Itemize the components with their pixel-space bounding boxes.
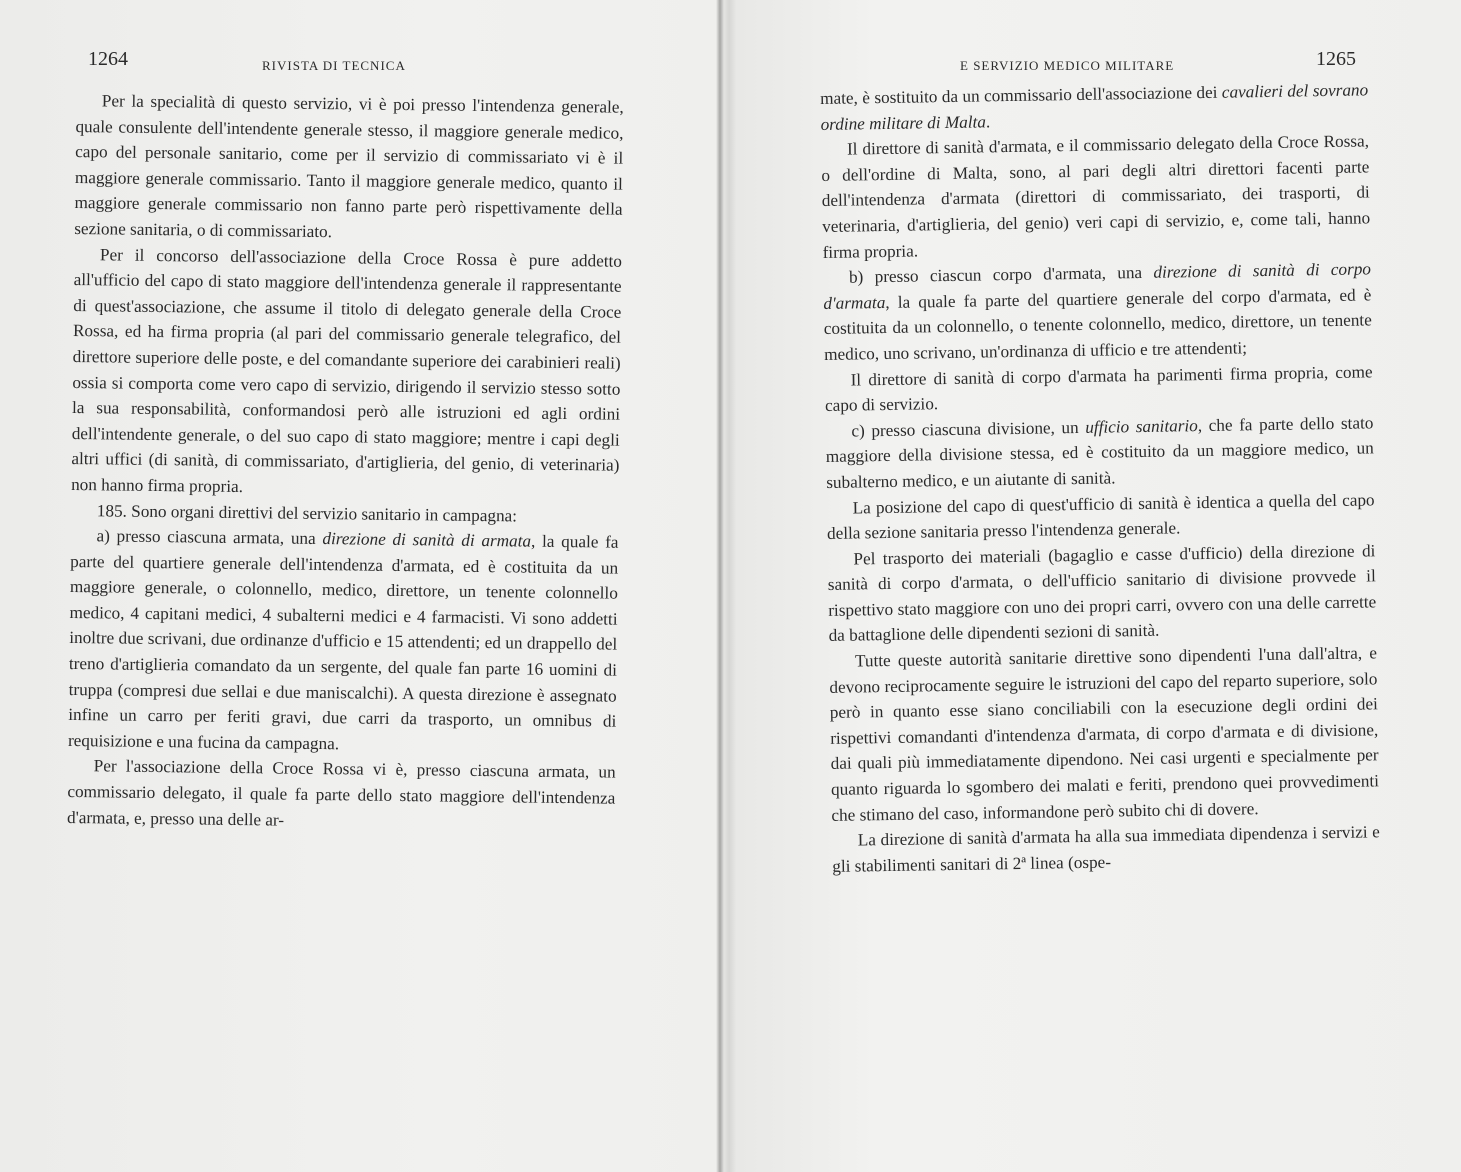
page-body bbox=[67, 88, 624, 837]
page-body bbox=[820, 77, 1380, 879]
text-run: Pel trasporto dei materiali (bagaglio e casse d'ufficio) della direzione di sanità di corpo d'armata, o dell'ufficio sanitario di divisione provvede il rispettivo stato maggiore con uno dei propri carri, ovvero con una delle carrette da battaglione delle dipendenti sezioni di sanità. bbox=[827, 541, 1377, 646]
page-number: 1265 bbox=[1316, 48, 1356, 70]
right-page bbox=[724, 0, 1461, 1172]
text-run: Per il concorso dell'associazione della Croce Rossa è pure addetto all'ufficio del capo di stato maggiore dell'intendenza generale il rappresentante di quest'associazione, che assume il titolo di delegato generale della Croce Rossa, ed ha firma propria (al pari del commissario generale telegrafico, del direttore superiore delle poste, e del comandante superiore dei carabinieri reali) ossia si comporta come vero capo di servizio, dirigendo il servizio stesso sotto la sua responsabilità, conformandosi però alle istruzioni ed agli ordini dell'intendente generale, o del suo capo di stato maggiore; mentre i capi degli altri uffici (di sanità, di commissariato, d'artiglieria, del genio, di veterinaria) non hanno firma propria. bbox=[71, 244, 623, 496]
italic-text: direzione di sanità di armata bbox=[322, 529, 532, 551]
paragraph bbox=[825, 410, 1374, 495]
paragraph bbox=[68, 523, 619, 760]
text-run: Tutte queste autorità sanitarie direttive sono dipendenti l'una dall'altra, e devono reciprocamente seguire le istruzioni del capo del reparto superiore, solo però in quanto esse siano conciliabili con la esecuzione degli ordini dei rispettivi comandanti d'intendenza d'armata, di corpo d'armata e di divisione, dai quali più immediatamente dipendono. Nei casi urgenti e specialmente per quanto riguarda lo sgombero dei malati e feriti, prendono quei provvedimenti che stimano del caso, informandone però subito chi di dovere. bbox=[829, 643, 1380, 825]
text-run: . bbox=[985, 111, 991, 131]
italic-text: ufficio sanitario bbox=[1085, 415, 1198, 437]
paragraph bbox=[826, 487, 1375, 547]
text-run: 185. Sono organi direttivi del servizio sanitario in campagna: bbox=[96, 500, 518, 525]
left-page bbox=[0, 0, 716, 1172]
text-run: , la quale fa parte del quartiere generale del corpo d'armata, ed è costituita da un colonnello, o tenente colonnello, medico, direttore, un tenente medico, uno scrivano, un'ordinanza di ufficio e tre attendenti; bbox=[823, 285, 1372, 364]
text-run: , che fa parte dello stato maggiore della divisione stessa, ed è costituito da un maggiore medico, un subalterno medico, e un aiutante di sanità. bbox=[825, 413, 1374, 492]
page-number: 1264 bbox=[88, 48, 128, 70]
text-run: b) presso ciascun corpo d'armata, una bbox=[848, 262, 1154, 287]
paragraph bbox=[823, 257, 1373, 368]
text-run: mate, è sostituito da un commissario dell'associazione dei bbox=[820, 82, 1222, 108]
text-run: Per l'associazione della Croce Rossa vi è, presso ciascuna armata, un commissario delegato, il quale fa parte dello stato maggiore dell'intendenza d'armata, e, presso una delle ar- bbox=[66, 756, 616, 830]
text-run: La direzione di sanità d'armata ha alla sua immediata dipendenza i servizi e gli stabilimenti sanitari di 2ª linea (ospe- bbox=[832, 822, 1380, 876]
text-run: , la quale fa parte del quartiere generale dell'intendenza d'armata, ed è costituita da un maggiore generale, o colonnello, medico, direttore, un tenente colonnello medico, 4 capitani medici, 4 subalterni medici e 4 farmacisti. Vi sono addetti inoltre due scrivani, due ordinanze d'ufficio e 15 attendenti; ed un drappello del treno d'artiglieria comandato da un sergente, del quale fan parte 16 uomini di truppa (compresi due sellai e due maniscalchi). A questa direzione è assegnato infine un carro per feriti gravi, due carri da trasporto, un omnibus di requisizione e una fucina da campagna. bbox=[67, 531, 619, 754]
paragraph bbox=[832, 820, 1381, 880]
text-run: c) presso ciascuna divisione, un bbox=[851, 417, 1086, 441]
book-gutter bbox=[716, 0, 724, 1172]
italic-text: direzione di sanità di corpo d'armata bbox=[823, 259, 1372, 313]
paragraph bbox=[67, 753, 616, 836]
text-run: La posizione del capo di quest'ufficio di sanità è identica a quella del capo della sezione sanitaria presso l'intendenza generale. bbox=[826, 489, 1375, 544]
paragraph bbox=[820, 77, 1369, 137]
text-run: Per la specialità di questo servizio, vi è poi presso l'intendenza generale, quale consulente dell'intendente generale stesso, il maggiore generale medico, capo del personale sanitario, come per il servizio di commissariato vi è il maggiore generale commissario. Tanto il maggiore generale medico, quanto il maggiore generale commissario non fanno parte però rispettivamente della sezione sanitaria, o di commissariato. bbox=[74, 91, 624, 242]
paragraph bbox=[829, 640, 1380, 828]
text-run: a) presso ciascuna armata, una bbox=[96, 526, 323, 549]
running-head: RIVISTA DI TECNICA bbox=[262, 58, 406, 73]
paragraph bbox=[821, 129, 1371, 266]
paragraph bbox=[824, 359, 1373, 419]
text-run: Il direttore di sanità d'armata, e il commissario delegato della Croce Rossa, o dell'ordine di Malta, sono, al pari degli altri direttori facenti parte dell'intendenza d'armata (direttori di commissariato, dei trasporti, di veterinaria, d'artiglieria, del genio) veri capi di servizio, e, come tali, hanno firma propria. bbox=[821, 131, 1371, 262]
paragraph bbox=[827, 538, 1377, 649]
italic-text: cavalieri del sovrano ordine militare di Malta bbox=[820, 80, 1369, 134]
running-head: E SERVIZIO MEDICO MILITARE bbox=[960, 58, 1175, 73]
text-run: Il direttore di sanità di corpo d'armata ha parimenti firma propria, come capo di servizio. bbox=[824, 361, 1373, 416]
paragraph bbox=[71, 242, 622, 505]
paragraph bbox=[74, 88, 624, 248]
